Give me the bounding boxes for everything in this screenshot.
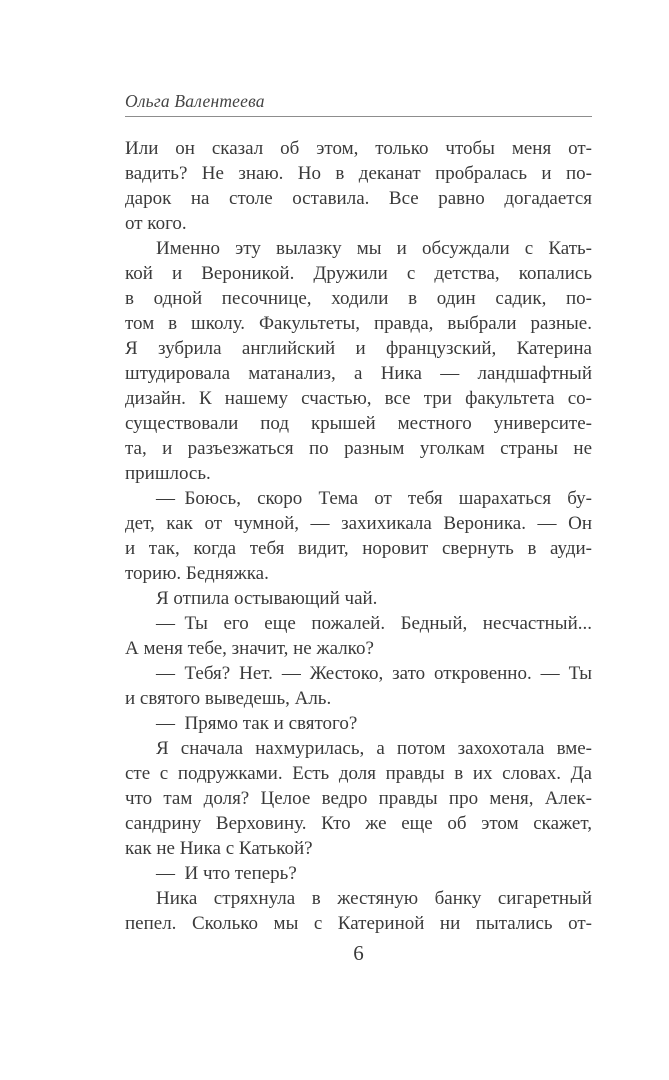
text-line: что там доля? Целое ведро правды про меня, Алек- xyxy=(125,788,592,809)
text-line: штудировала матанализ, а Ника — ландшафтный xyxy=(125,363,592,384)
text-line: — Прямо так и святого? xyxy=(156,713,358,734)
text-line: в одной песочнице, ходили в один садик, по- xyxy=(125,288,592,309)
text-line: сте с подружками. Есть доля правды в их словах. Да xyxy=(125,763,592,784)
text-line: Ника стряхнула в жестяную банку сигаретный xyxy=(156,888,592,909)
text-line: Я отпила остывающий чай. xyxy=(156,588,378,609)
text-line: и так, когда тебя видит, норовит свернуть в ауди- xyxy=(125,538,592,559)
text-line: вадить? Не знаю. Но в деканат пробралась и по- xyxy=(125,163,592,184)
text-line: сандрину Верховину. Кто же еще об этом скажет, xyxy=(125,813,592,834)
text-line: от кого. xyxy=(125,213,187,234)
body-text xyxy=(125,136,592,936)
running-header xyxy=(125,90,592,112)
text-line: Я зубрила английский и французский, Катерина xyxy=(125,338,592,359)
text-line: кой и Вероникой. Дружили с детства, копались xyxy=(125,263,592,284)
text-line: дизайн. К нашему счастью, все три факультета со- xyxy=(125,388,592,409)
text-line: торию. Бедняжка. xyxy=(125,563,269,584)
text-line: та, и разъезжаться по разным уголкам страны не xyxy=(125,438,592,459)
text-line: Я сначала нахмурилась, а потом захохотала вме- xyxy=(156,738,592,759)
text-line: — Тебя? Нет. — Жестоко, зато откровенно. — Ты xyxy=(156,663,592,684)
page-number: 6 xyxy=(353,941,364,965)
text-line: Или он сказал об этом, только чтобы меня от- xyxy=(125,138,592,159)
text-line: и святого выведешь, Аль. xyxy=(125,688,332,709)
text-line: пришлось. xyxy=(125,463,211,484)
text-line: существовали под крышей местного университе- xyxy=(125,413,592,434)
header-rule xyxy=(125,116,592,117)
text-line: дарок на столе оставила. Все равно догадается xyxy=(125,188,592,209)
author-name: Ольга Валентеева xyxy=(125,91,265,111)
text-line: дет, как от чумной, — захихикала Вероника. — Он xyxy=(125,513,592,534)
text-line: — Ты его еще пожалей. Бедный, несчастный... xyxy=(156,613,592,634)
text-line: как не Ника с Катькой? xyxy=(125,838,313,859)
text-line: пепел. Сколько мы с Катериной ни пытались от- xyxy=(125,913,592,934)
text-line: Именно эту вылазку мы и обсуждали с Кать- xyxy=(156,238,592,259)
text-line: — Боюсь, скоро Тема от тебя шарахаться бу- xyxy=(156,488,592,509)
text-line: А меня тебе, значит, не жалко? xyxy=(125,638,374,659)
text-line: том в школу. Факультеты, правда, выбрали разные. xyxy=(125,313,592,334)
text-line: — И что теперь? xyxy=(156,863,297,884)
